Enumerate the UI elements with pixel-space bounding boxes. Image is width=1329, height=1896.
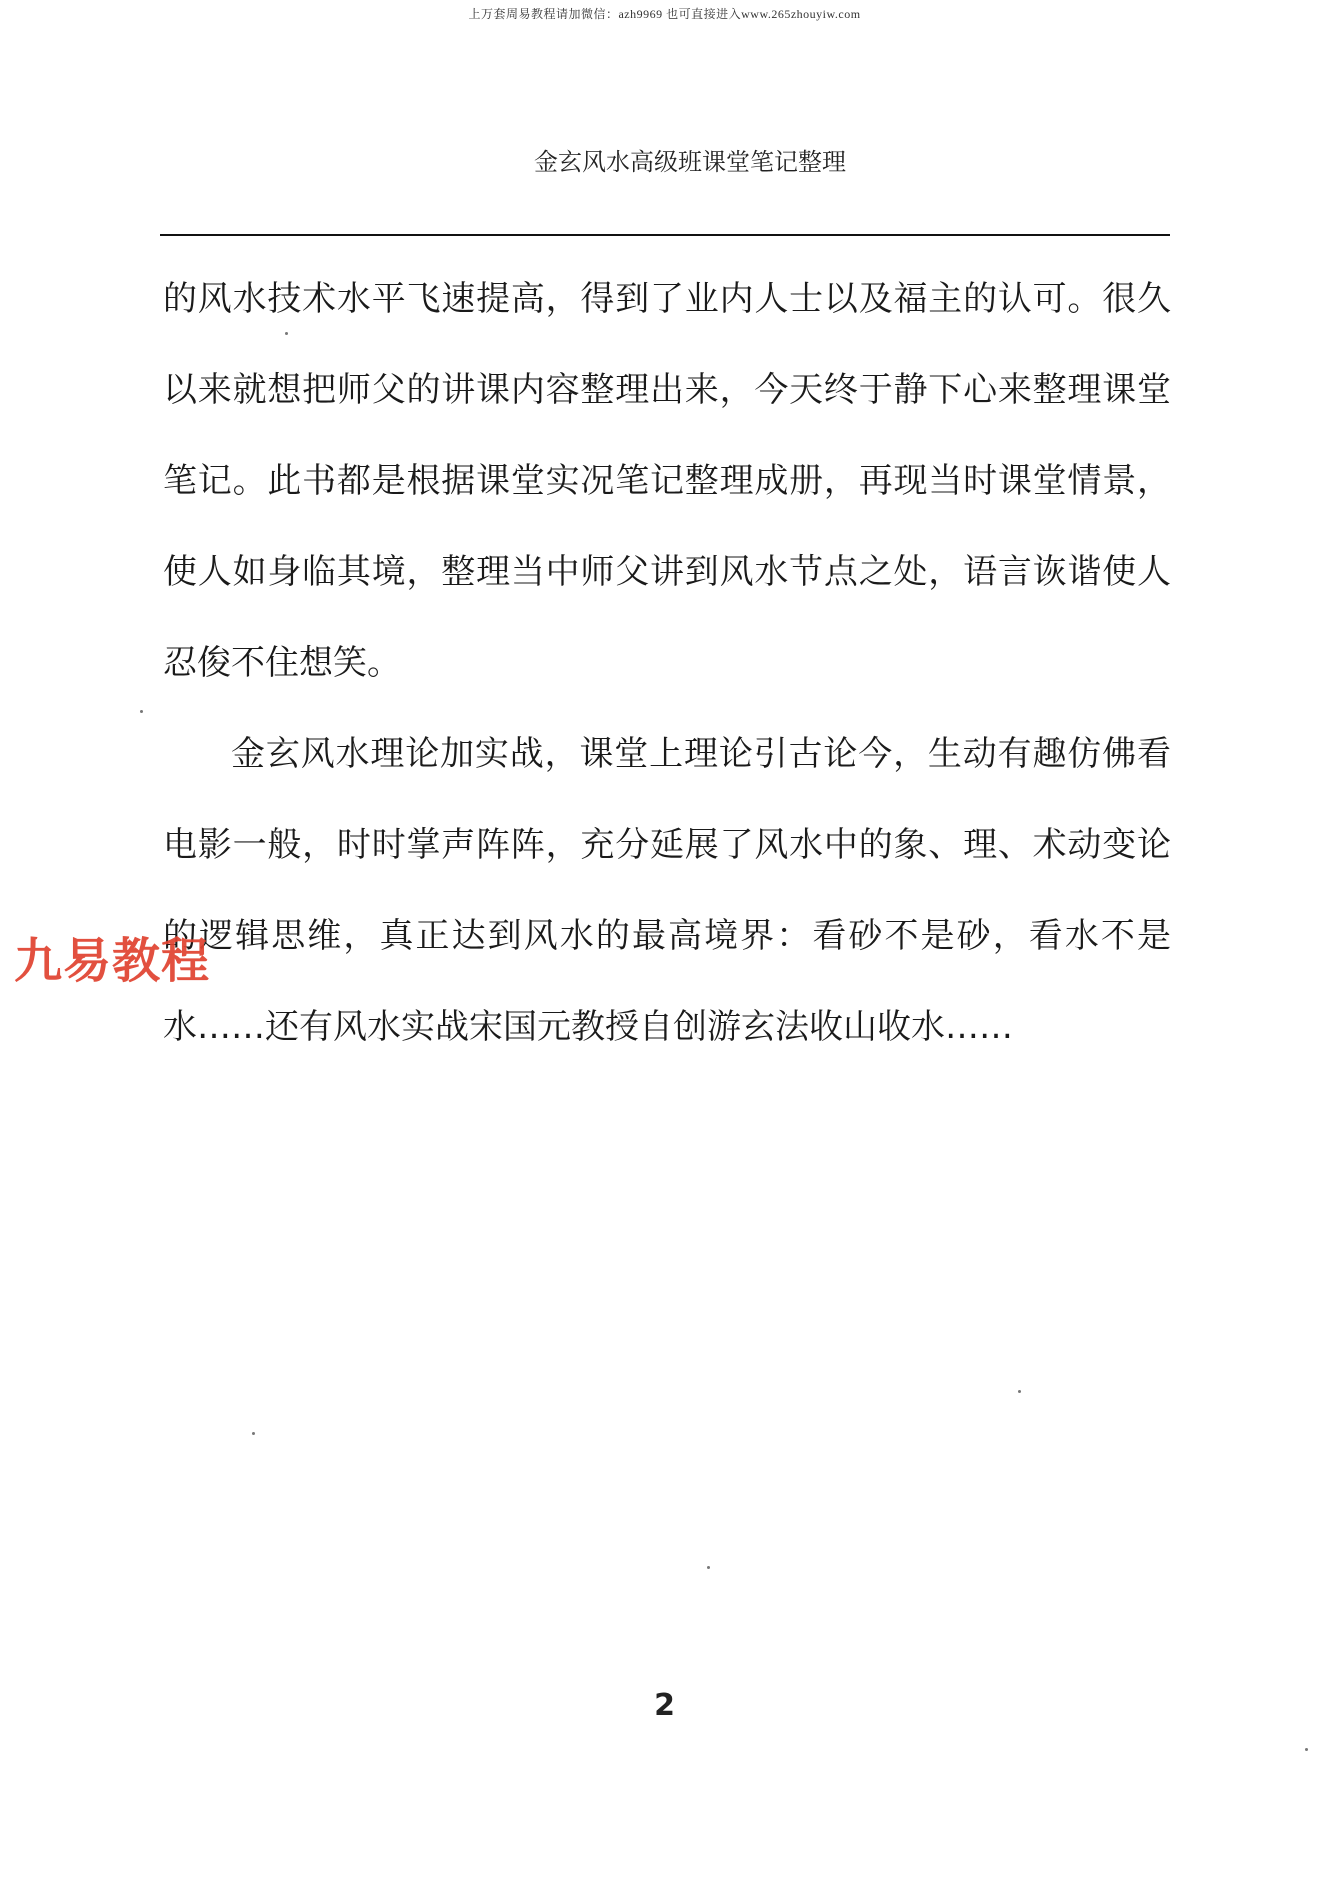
scan-speck — [707, 1566, 710, 1569]
page-number: 2 — [654, 1688, 675, 1723]
paragraph-1: 的风水技术水平飞速提高，得到了业内人士以及福主的认可。很久以来就想把师父的讲课内容整理出来，今天终于静下心来整理课堂笔记。此书都是根据课堂实况笔记整理成册，再现当时课堂情景，使人如身临其境，整理当中师父讲到风水节点之处，语言诙谐使人忍俊不住想笑。 — [163, 279, 1171, 683]
document-title: 金玄风水高级班课堂笔记整理 — [534, 148, 846, 176]
scan-speck — [1305, 1748, 1308, 1751]
header-divider — [160, 234, 1170, 236]
watermark-logo: 九易教程 — [14, 933, 211, 989]
body-text — [163, 254, 1171, 1073]
scan-speck — [140, 710, 143, 713]
scan-speck — [1018, 1390, 1021, 1393]
paragraph-2: 金玄风水理论加实战，课堂上理论引古论今，生动有趣仿佛看电影一般，时时掌声阵阵，充分延展了风水中的象、理、术动变论的逻辑思维，真正达到风水的最高境界：看砂不是砂，看水不是水……还有风水实战宋国元教授自创游玄法收山收水…… — [163, 734, 1171, 1047]
top-banner: 上万套周易教程请加微信：azh9969 也可直接进入www.265zhouyiw.com — [468, 7, 861, 21]
scan-speck — [285, 332, 288, 335]
scan-speck — [252, 1432, 255, 1435]
